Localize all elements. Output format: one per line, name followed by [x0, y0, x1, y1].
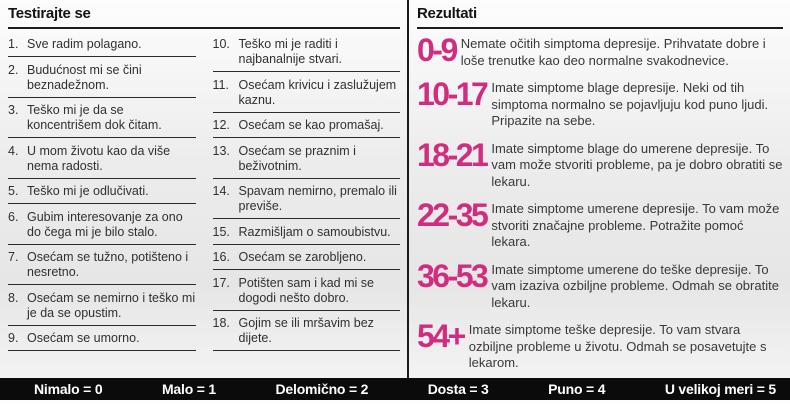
- item-number: 8.: [8, 290, 19, 305]
- test-item-12: [213, 118, 401, 138]
- test-column-1: [8, 37, 196, 357]
- item-text: Teško mi je da se koncentrišem dok čitam.: [27, 103, 162, 132]
- item-text: Budućnost mi se čini beznadežnom.: [27, 62, 142, 92]
- test-columns: [8, 37, 400, 357]
- item-text: Gojim se ili mršavim bez dijete.: [238, 316, 374, 345]
- results-list: [417, 32, 783, 372]
- rating-scale-bar: [0, 378, 790, 400]
- item-number: 10.: [212, 37, 230, 51]
- item-text: Osećam se tužno, potišteno i nesretno.: [27, 250, 189, 279]
- item-number: 18.: [212, 316, 230, 330]
- result-row-36-53: [417, 257, 783, 312]
- test-item-16: [213, 250, 401, 270]
- item-number: 11.: [212, 77, 229, 92]
- test-item-11: [213, 78, 401, 113]
- item-number: 17.: [212, 275, 230, 290]
- score-description: Imate simptome blage do umerene depresije. To vam može stvoriti probleme, pa je dobro obratiti se lekaru.: [491, 140, 783, 189]
- item-number: 13.: [212, 143, 230, 158]
- scale-entry-nimalo: Nimalo = 0: [34, 381, 103, 397]
- item-text: Teško mi je raditi i najbanalnije stvari.: [238, 37, 343, 66]
- test-item-17: [213, 276, 401, 311]
- item-number: 7.: [8, 250, 19, 264]
- item-number: 12.: [212, 118, 230, 132]
- result-row-18-21: [417, 136, 783, 191]
- test-column-2: [213, 37, 401, 357]
- test-item-4: [8, 144, 196, 179]
- score-range: 18-21: [417, 136, 487, 173]
- item-text: Osećam se zarobljeno.: [238, 250, 367, 264]
- item-number: 6.: [8, 209, 19, 224]
- test-item-9: [8, 331, 196, 351]
- item-number: 14.: [212, 184, 230, 198]
- item-text: Osećam se umorno.: [27, 331, 140, 345]
- score-description: Imate simptome umerene do teške depresije. To vam izaziva ozbiljne probleme. Odmah se obratite lekaru.: [491, 261, 779, 310]
- item-text: Gubim interesovanje za ono do čega mi je bilo stalo.: [27, 209, 183, 239]
- scale-entry-malo: Malo = 1: [161, 381, 216, 397]
- test-item-8: [8, 291, 196, 326]
- score-range: 54+: [417, 318, 464, 354]
- test-item-14: [213, 184, 401, 219]
- item-number: 9.: [8, 331, 19, 345]
- item-text: U mom životu kao da više nema radosti.: [27, 143, 171, 173]
- item-number: 15.: [212, 224, 230, 239]
- results-section-title: Rezultati: [417, 5, 783, 29]
- score-range: 36-53: [417, 257, 487, 294]
- scale-entry-dosta: Dosta = 3: [427, 381, 489, 397]
- vertical-divider: [407, 0, 409, 379]
- item-text: Razmišljam o samoubistvu.: [238, 224, 391, 239]
- test-item-10: [213, 37, 401, 72]
- item-number: 5.: [8, 184, 19, 198]
- scale-entry-delomicno: Delomično = 2: [275, 381, 369, 397]
- test-item-5: [8, 184, 196, 204]
- item-number: 3.: [8, 103, 19, 117]
- test-section-title: Testirajte se: [8, 5, 400, 29]
- results-section: [417, 5, 783, 372]
- scale-entry-puno: Puno = 4: [548, 381, 606, 397]
- result-row-0-9: [417, 32, 783, 69]
- test-item-1: [8, 37, 196, 57]
- test-item-2: [8, 63, 196, 98]
- test-item-13: [213, 144, 401, 179]
- item-text: Sve radim polagano.: [27, 37, 142, 51]
- item-text: Teško mi je odlučivati.: [27, 184, 149, 198]
- item-text: Osećam krivicu i zaslužujem kaznu.: [238, 77, 397, 107]
- score-description: Imate simptome umerene depresije. To vam može stvoriti značajne probleme. Potražite pomoć lekara.: [491, 201, 780, 249]
- scale-entry-u-velikoj-meri: U velikoj meri = 5: [664, 381, 776, 397]
- result-row-22-35: [417, 197, 783, 251]
- item-text: Osećam se nemirno i teško mi je da se opustim.: [27, 290, 196, 320]
- item-number: 2.: [8, 62, 19, 77]
- test-item-7: [8, 250, 196, 285]
- score-range: 10-17: [417, 76, 487, 112]
- score-description: Imate simptome blage depresije. Neki od tih simptoma normalno se pojavljuju kod puno ljudi. Pripazite na sebe.: [491, 80, 769, 128]
- item-number: 16.: [212, 250, 230, 264]
- test-item-18: [213, 316, 401, 351]
- item-text: Spavam nemirno, premalo ili previše.: [238, 184, 397, 213]
- score-range: 22-35: [417, 197, 487, 233]
- score-range: 0-9: [417, 32, 456, 68]
- result-row-54-plus: [417, 318, 783, 372]
- test-item-15: [213, 225, 401, 245]
- result-row-10-17: [417, 76, 783, 130]
- item-number: 1.: [8, 37, 19, 51]
- item-number: 4.: [8, 143, 19, 158]
- test-section: [8, 5, 400, 357]
- test-item-3: [8, 103, 196, 138]
- score-description: Nemate očitih simptoma depresije. Prihvatate dobre i loše trenutke kao deo normalne svakodnevice.: [460, 36, 766, 68]
- item-text: Osećam se kao promašaj.: [238, 118, 384, 132]
- item-text: Potišten sam i kad mi se dogodi nešto dobro.: [238, 275, 374, 305]
- score-description: Imate simptome teške depresije. To vam stvara ozbiljne probleme u životu. Odmah se posavetujte s lekarom.: [468, 322, 767, 370]
- item-text: Osećam se praznim i beživotnim.: [238, 143, 356, 173]
- test-item-6: [8, 210, 196, 245]
